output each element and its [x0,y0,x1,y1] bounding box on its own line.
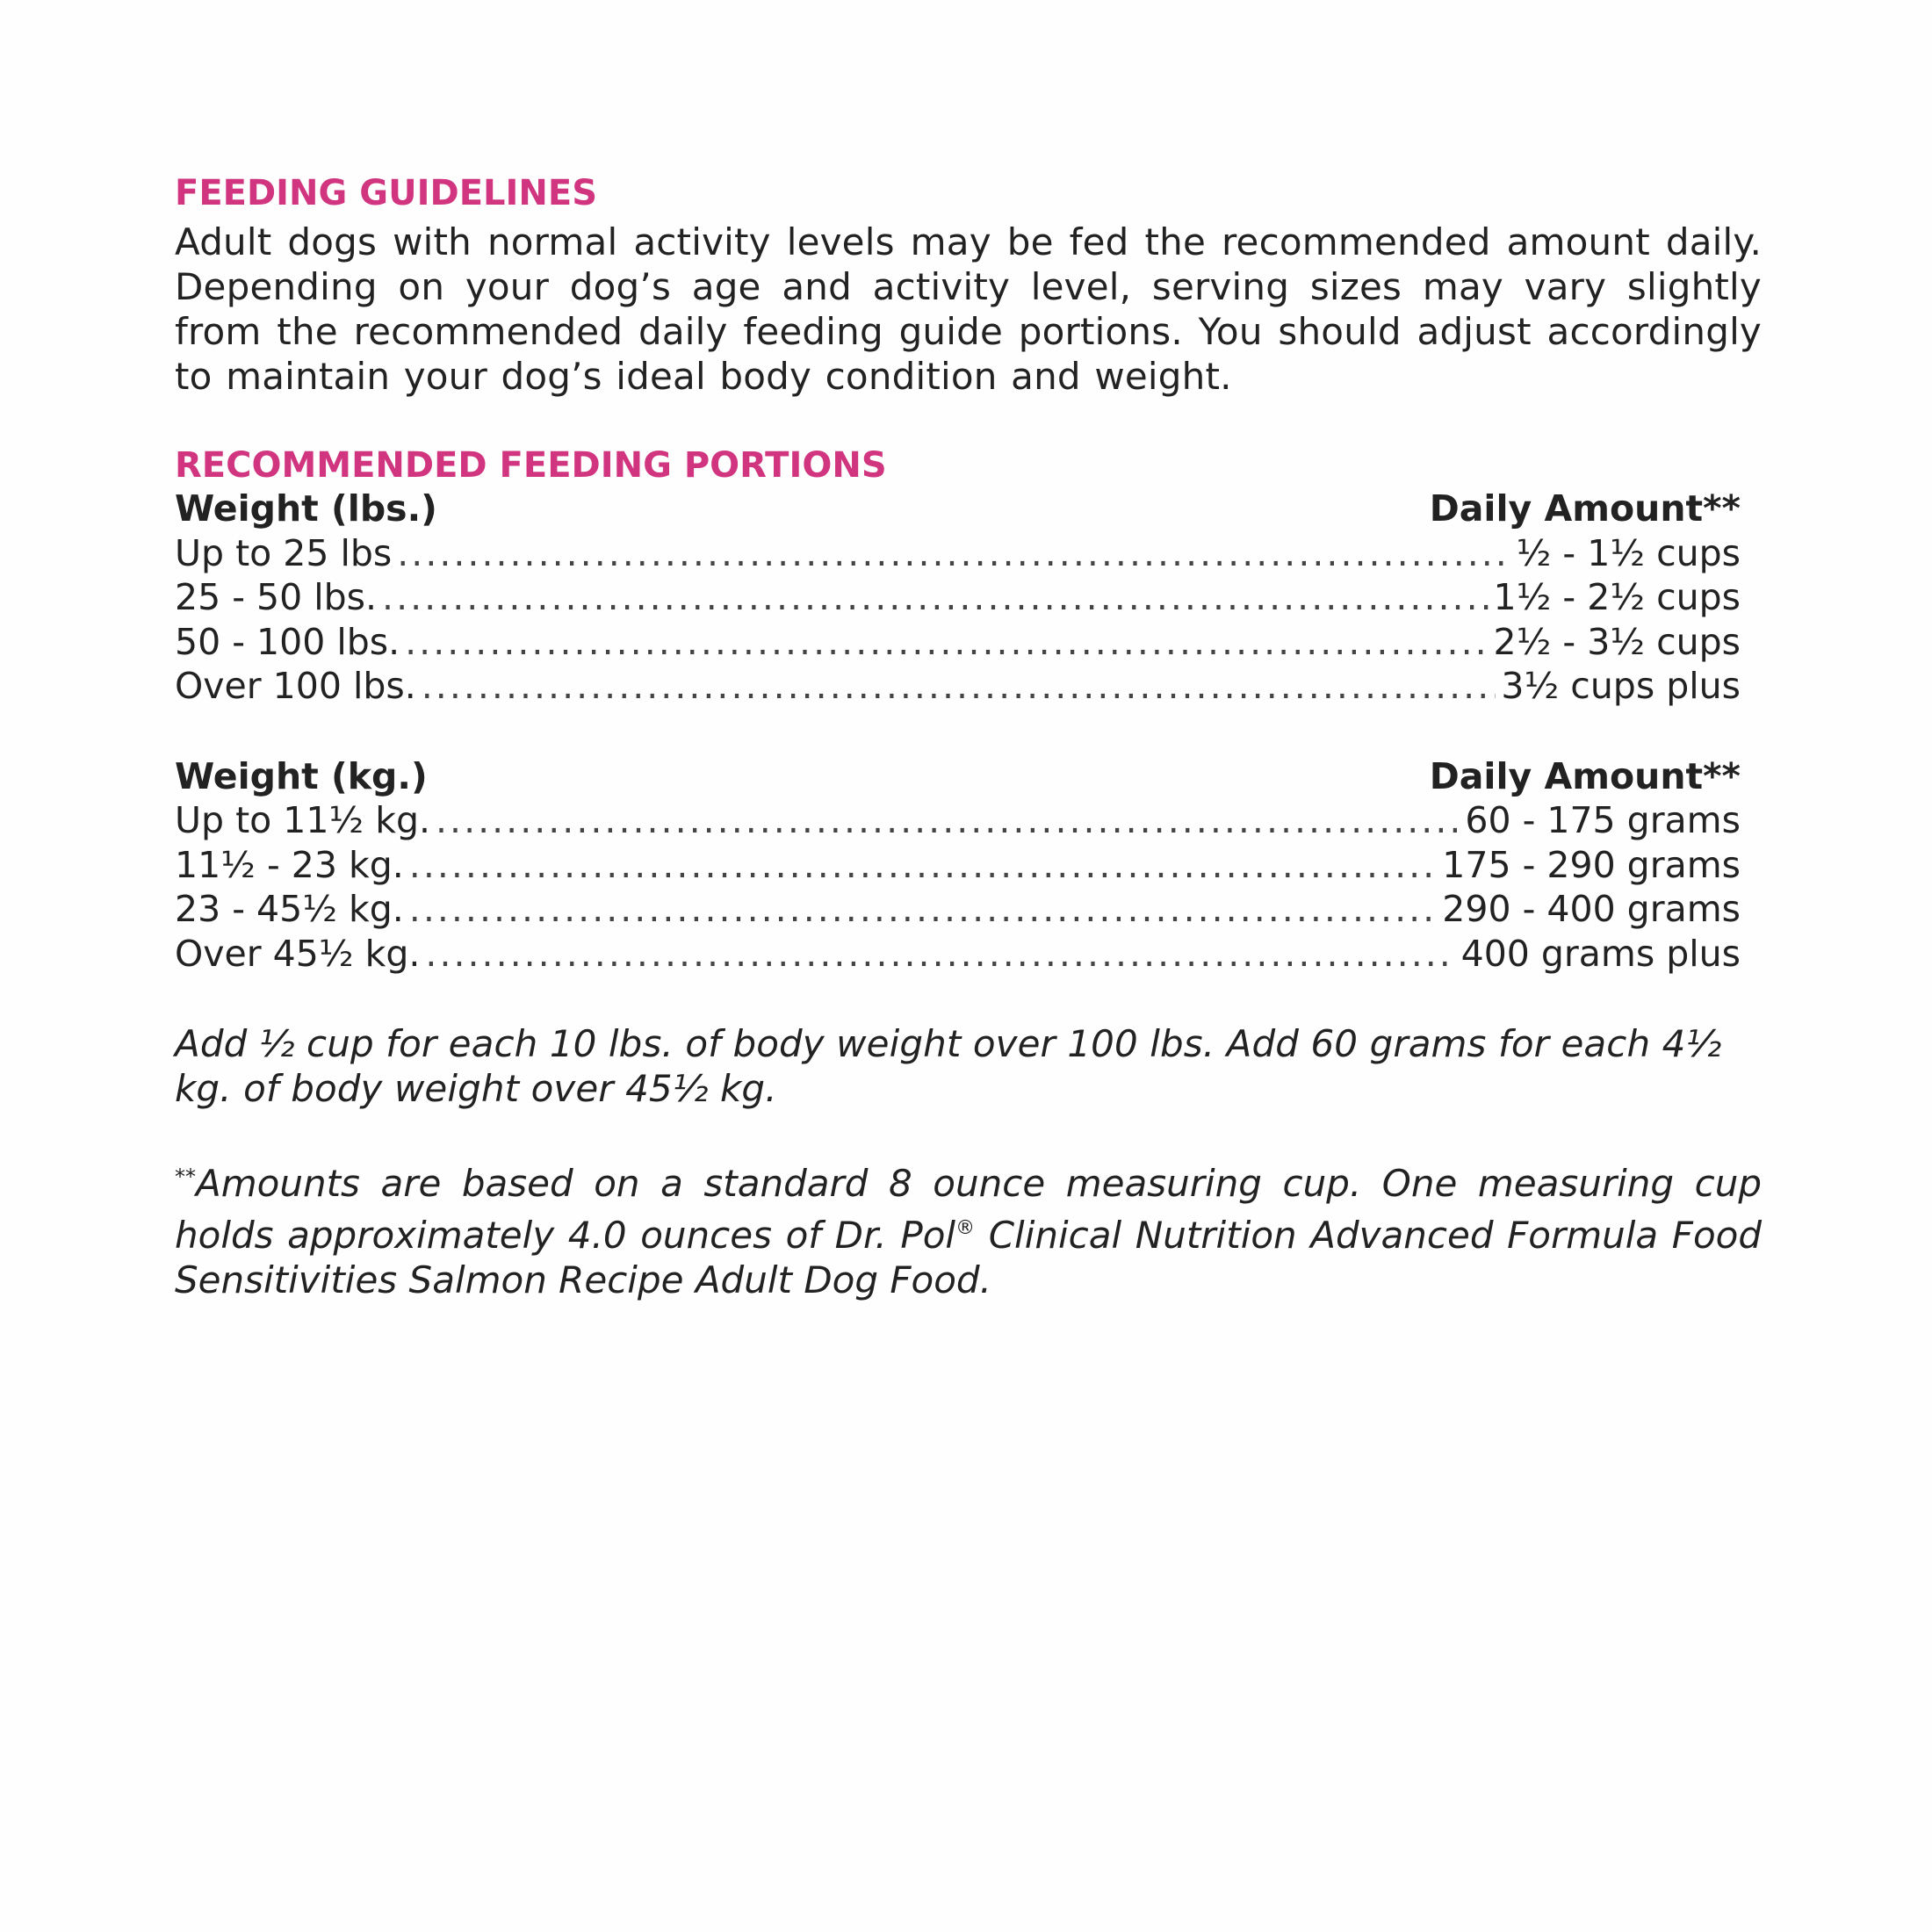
table-row [175,887,1741,932]
registered-mark: ® [955,1217,976,1239]
amount-cell: 175 - 290 grams [1442,843,1741,886]
feeding-portions-heading: RECOMMENDED FEEDING PORTIONS [175,445,887,486]
amount-cell: 400 grams plus [1460,932,1741,975]
additional-weight-note: Add ½ cup for each 10 lbs. of body weight over 100 lbs. Add 60 grams for each 4½ kg. of body weight over 45½ kg. [175,1022,1722,1110]
amount-cell: 290 - 400 grams [1442,888,1741,930]
dot-leader [409,843,1438,888]
dot-leader [405,620,1488,665]
dot-leader [425,932,1455,977]
amount-cell: ½ - 1½ cups [1516,531,1741,574]
table-row [175,932,1741,977]
spacer [175,399,1762,444]
dot-leader [382,575,1488,620]
spacer [175,1111,1762,1155]
weight-cell: 23 - 45½ kg. [175,888,404,930]
dot-leader [409,887,1438,932]
spacer [175,709,1762,754]
feeding-guidelines-heading: FEEDING GUIDELINES [175,173,597,213]
footnote-text-start: Amounts are based on a standard 8 ounce measuring cup. One measuring cup holds approximately 4.0 ounces of Dr. Pol [175,1162,1762,1257]
amount-cell: 2½ - 3½ cups [1493,620,1741,663]
weight-cell: 25 - 50 lbs. [175,576,378,618]
footnote-text-end: Clinical Nutrition Advanced Formula Food Sensitivities Salmon Recipe Adult Dog Food. [175,1214,1762,1301]
kg-portion-table [175,754,1741,977]
lbs-amount-column-header: Daily Amount** [1429,487,1741,530]
weight-cell: Up to 11½ kg. [175,799,431,841]
footnote-marker: ** [175,1164,196,1189]
feeding-label [175,172,1762,1302]
dot-leader [436,798,1460,843]
kg-weight-column-header: Weight (kg.) [175,754,428,797]
table-row [175,620,1741,665]
dot-leader [397,531,1510,576]
kg-table-header [175,754,1741,799]
weight-cell: Up to 25 lbs [175,531,393,574]
lbs-table-header [175,487,1741,531]
table-row [175,843,1741,888]
spacer [175,976,1762,1021]
table-row [175,664,1741,709]
table-row [175,575,1741,620]
weight-cell: 11½ - 23 kg. [175,843,404,886]
lbs-portion-table [175,487,1741,709]
dot-leader [422,664,1496,709]
weight-cell: Over 100 lbs. [175,665,416,707]
feeding-guidelines-text: Adult dogs with normal activity levels may be fed the recommended amount daily. Depending on your dog’s age and activity level, serving sizes may vary slightly from the recommended daily feeding guide portions. You should adjust accordingly to maintain your dog’s ideal body condition and weight. [175,220,1762,398]
kg-amount-column-header: Daily Amount** [1429,754,1741,797]
measuring-cup-footnote [175,1155,1762,1302]
table-row [175,798,1741,843]
amount-cell: 3½ cups plus [1501,665,1741,707]
lbs-weight-column-header: Weight (lbs.) [175,487,437,530]
table-row [175,531,1741,576]
weight-cell: 50 - 100 lbs. [175,620,400,663]
amount-cell: 60 - 175 grams [1465,799,1741,841]
weight-cell: Over 45½ kg. [175,932,421,975]
amount-cell: 1½ - 2½ cups [1493,576,1741,618]
